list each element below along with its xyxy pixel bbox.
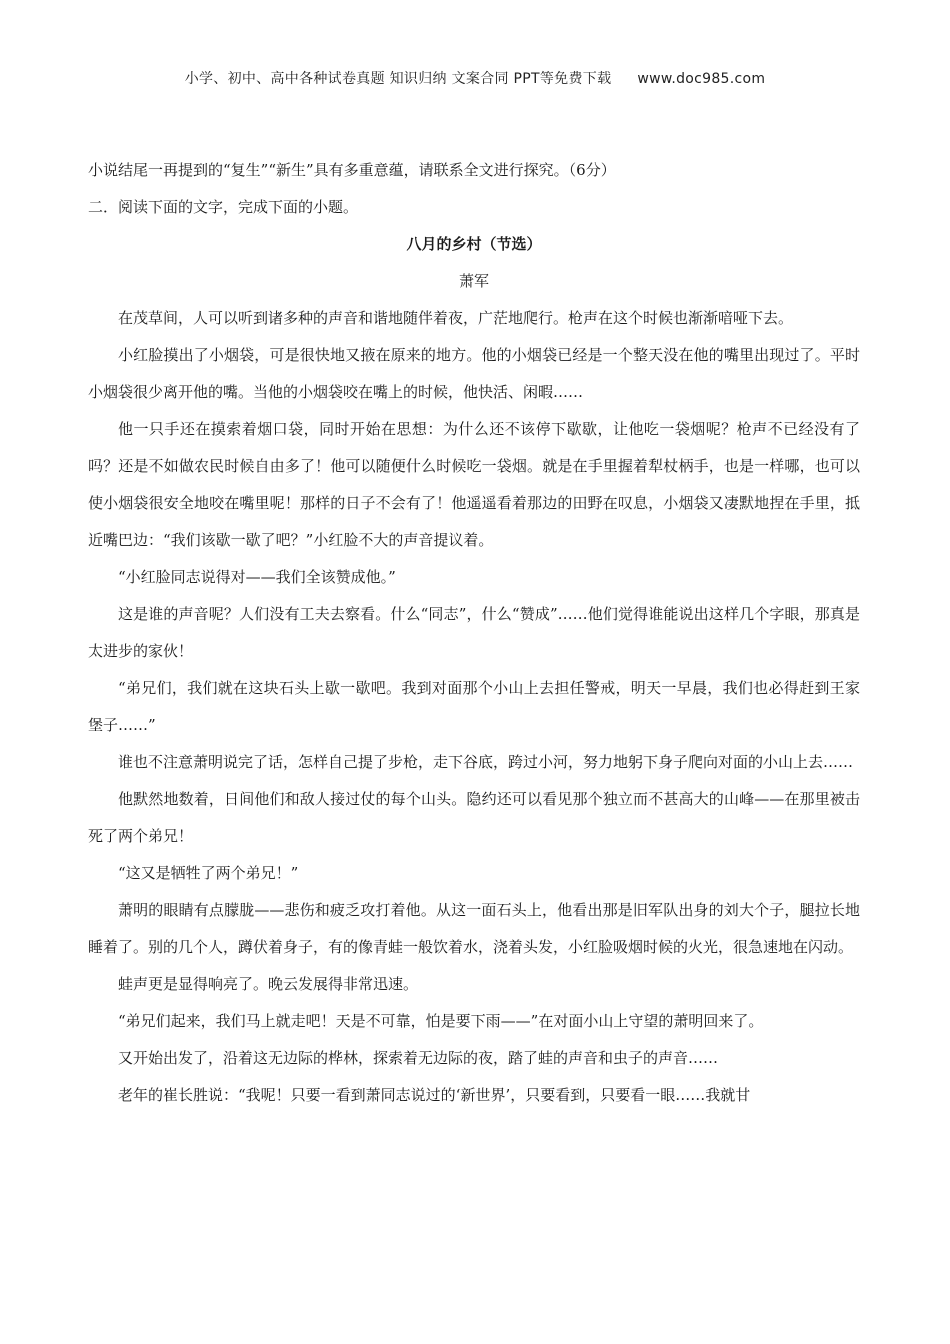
paragraph: “弟兄们，我们就在这块石头上歇一歇吧。我到对面那个小山上去担任警戒，明天一早晨，我们也必得赶到王家堡子……” bbox=[88, 679, 860, 734]
paragraph: 老年的崔长胜说：“我呢！只要一看到萧同志说过的‘新世界’，只要看到，只要看一眼……我就甘 bbox=[118, 1086, 751, 1104]
paragraph: 他默然地数着，日间他们和敌人接过仗的每个山头。隐约还可以看见那个独立而不甚高大的山峰——在那里被击死了两个弟兄！ bbox=[88, 790, 860, 845]
page-header bbox=[0, 68, 950, 88]
header-text: 小学、初中、高中各种试卷真题 知识归纳 文案合同 PPT等免费下载 bbox=[184, 71, 612, 87]
paragraph: 在茂草间，人可以听到诸多种的声音和谐地随伴着夜，广茫地爬行。枪声在这个时候也渐渐喑哑下去。 bbox=[118, 309, 794, 327]
paragraph: 小红脸摸出了小烟袋，可是很快地又掖在原来的地方。他的小烟袋已经是一个整天没在他的嘴里出现过了。平时小烟袋很少离开他的嘴。当他的小烟袋咬在嘴上的时候，他快活、闲暇…… bbox=[88, 346, 860, 401]
paragraph: 他一只手还在摸索着烟口袋，同时开始在思想：为什么还不该停下歇歇，让他吃一袋烟呢？枪声不已经没有了吗？还是不如做农民时候自由多了！他可以随便什么时候吃一袋烟。就是在手里握着犁杖柄手，也是一样哪，也可以使小烟袋很安全地咬在嘴里呢！那样的日子不会有了！他遥遥看着那边的田野在叹息，小烟袋又凄默地捏在手里，抵近嘴巴边：“我们该歇一歇了吧？”小红脸不大的声音提议着。 bbox=[88, 420, 860, 549]
paragraph: 蛙声更是显得响亮了。晚云发展得非常迅速。 bbox=[118, 975, 419, 993]
paragraph: “弟兄们起来，我们马上就走吧！天是不可靠，怕是要下雨——”在对面小山上守望的萧明回来了。 bbox=[118, 1012, 764, 1030]
article-title: 八月的乡村（节选） bbox=[406, 235, 542, 253]
document-body bbox=[88, 152, 860, 1114]
paragraph: 谁也不注意萧明说完了话，怎样自己提了步枪，走下谷底，跨过小河，努力地躬下身子爬向对面的小山上去…… bbox=[118, 753, 854, 771]
paragraph: “小红脸同志说得对——我们全该赞成他。” bbox=[118, 568, 396, 586]
section-heading: 二．阅读下面的文字，完成下面的小题。 bbox=[88, 198, 359, 216]
paragraph: 又开始出发了，沿着这无边际的桦林，探索着无边际的夜，踏了蛙的声音和虫子的声音…… bbox=[118, 1049, 719, 1067]
question-text: 小说结尾一再提到的“复生”“新生”具有多重意蕴，请联系全文进行探究。（6分） bbox=[88, 161, 616, 179]
paragraph: 这是谁的声音呢？人们没有工夫去察看。什么“同志”，什么“赞成”……他们觉得谁能说出这样几个字眼，那真是太进步的家伙！ bbox=[88, 605, 860, 660]
header-url[interactable]: www.doc985.com bbox=[637, 71, 766, 87]
paragraph: “这又是牺牲了两个弟兄！” bbox=[118, 864, 299, 882]
paragraph: 萧明的眼睛有点朦胧——悲伤和疲乏攻打着他。从这一面石头上，他看出那是旧军队出身的刘大个子，腿拉长地睡着了。别的几个人，蹲伏着身子，有的像青蛙一般饮着水，浇着头发，小红脸吸烟时候的火光，很急速地在闪动。 bbox=[88, 901, 860, 956]
article-author: 萧军 bbox=[458, 272, 489, 290]
